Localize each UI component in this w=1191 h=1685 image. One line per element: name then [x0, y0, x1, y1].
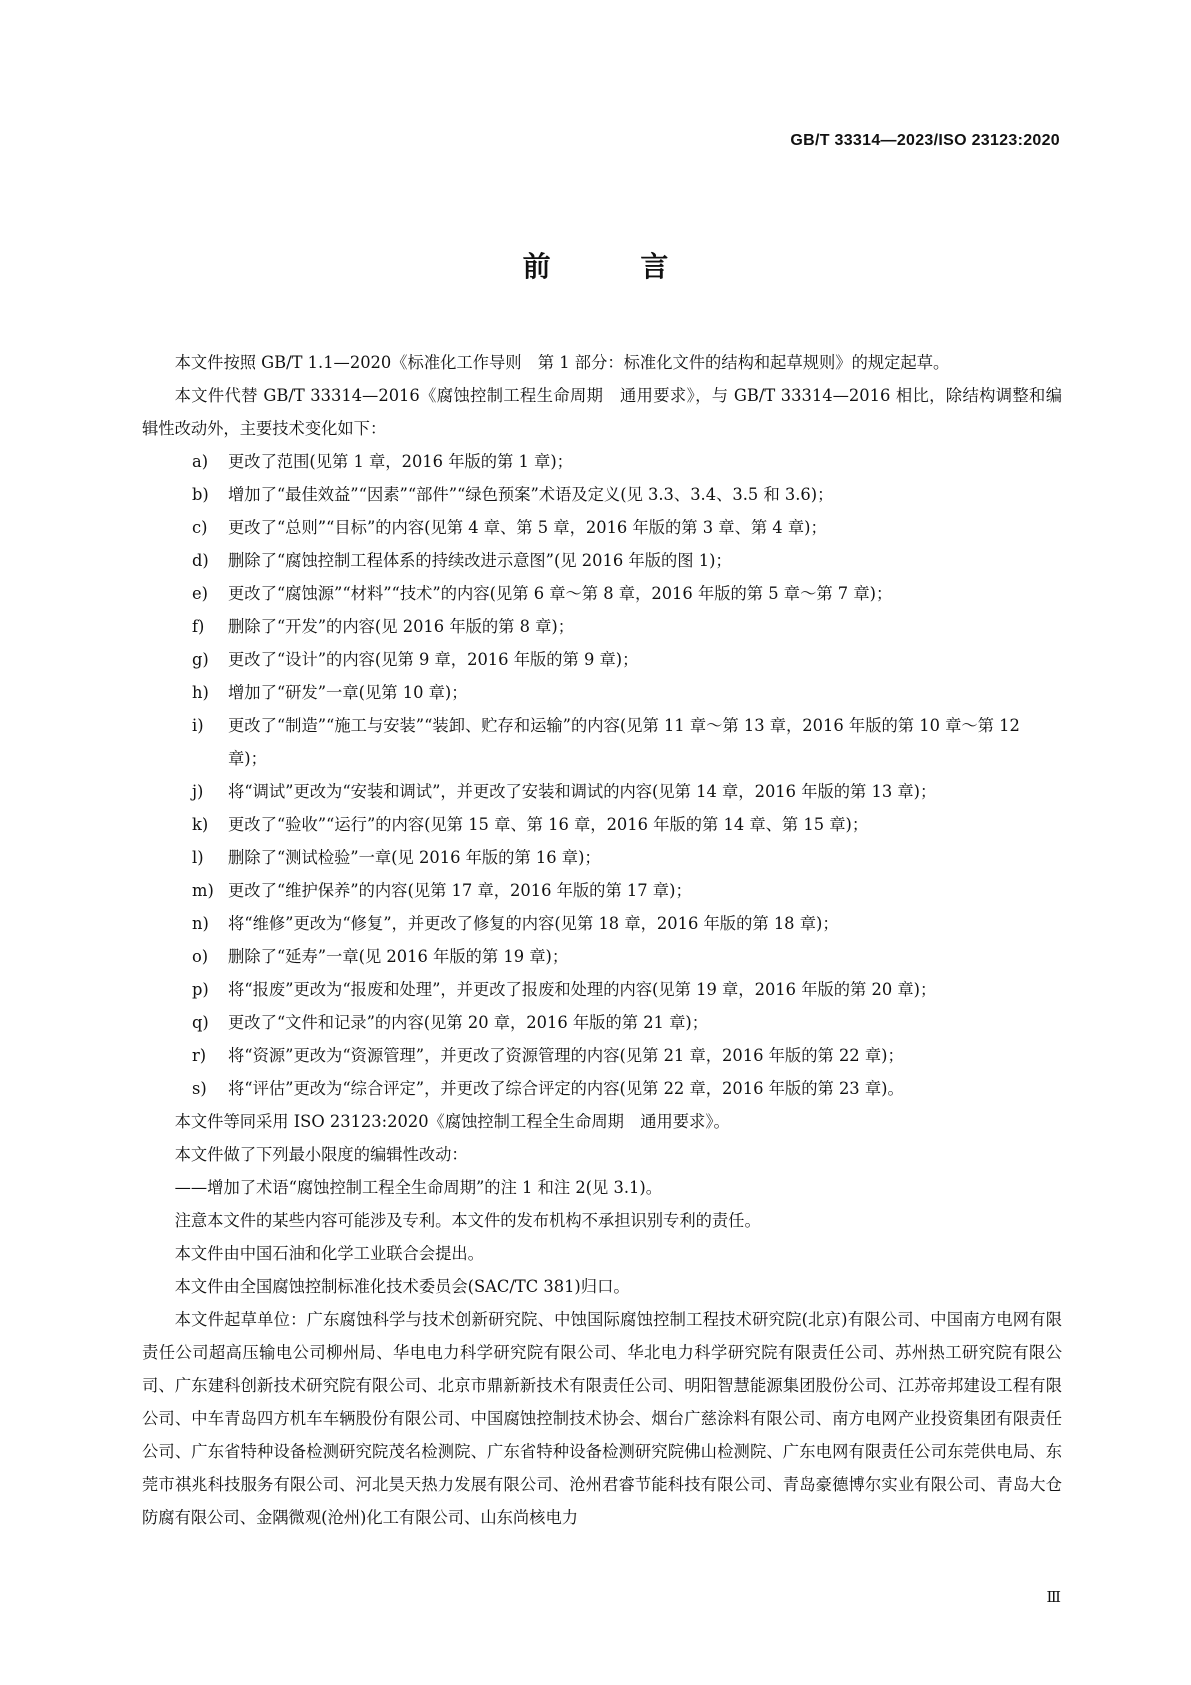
list-item-text: 增加了“研发”一章(见第 10 章)； [228, 683, 468, 702]
paragraph-replacement: 本文件代替 GB/T 33314—2016《腐蚀控制工程生命周期 通用要求》，与 GB/T 33314—2016 相比，除结构调整和编辑性改动外，主要技术变化如下： [142, 386, 1062, 438]
list-item-text: 删除了“腐蚀控制工程体系的持续改进示意图”(见 2016 年版的图 1)； [228, 551, 732, 570]
list-item-label: b) [192, 485, 209, 504]
list-item-label: p) [192, 980, 209, 999]
paragraph-drafting-rules: 本文件按照 GB/T 1.1—2020《标准化工作导则 第 1 部分：标准化文件的结构和起草规则》的规定起草。 [174, 353, 950, 372]
list-item [142, 775, 1062, 808]
list-item-text: 更改了“腐蚀源”“材料”“技术”的内容(见第 6 章～第 8 章，2016 年版的第 5 章～第 7 章)； [228, 584, 893, 603]
paragraph-proposed-by: 本文件由中国石油和化学工业联合会提出。 [174, 1244, 484, 1263]
list-item-text: 更改了“总则”“目标”的内容(见第 4 章、第 5 章，2016 年版的第 3 章、第 4 章)； [228, 518, 827, 537]
list-item-label: s) [192, 1079, 207, 1098]
list-item [142, 577, 1062, 610]
list-item-label: i) [192, 716, 204, 735]
standard-number: GB/T 33314—2023/ISO 23123:2020 [790, 132, 1060, 149]
list-item-text: 删除了“延寿”一章(见 2016 年版的第 19 章)； [228, 947, 569, 966]
list-item-label: r) [192, 1046, 207, 1065]
list-item-text: 更改了“制造”“施工与安装”“装卸、贮存和运输”的内容(见第 11 章～第 13 章，2016 年版的第 10 章～第 12 章)； [228, 716, 1020, 768]
list-item [142, 445, 1062, 478]
paragraph-drafting-units: 本文件起草单位：广东腐蚀科学与技术创新研究院、中蚀国际腐蚀控制工程技术研究院(北京)有限公司、中国南方电网有限责任公司超高压输电公司柳州局、华电电力科学研究院有限公司、华北电力科学研究院有限责任公司、苏州热工研究院有限公司、广东建科创新技术研究院有限公司、北京市鼎新新技术有限责任公司、明阳智慧能源集团股份公司、江苏帝邦建设工程有限公司、中车青岛四方机车车辆股份有限公司、中国腐蚀控制技术协会、烟台广慈涂料有限公司、南方电网产业投资集团有限责任公司、广东省特种设备检测研究院茂名检测院、广东省特种设备检测研究院佛山检测院、广东电网有限责任公司东莞供电局、东莞市祺兆科技服务有限公司、河北昊天热力发展有限公司、沧州君睿节能科技有限公司、青岛豪德博尔实业有限公司、青岛大仓防腐有限公司、金隅微观(沧州)化工有限公司、山东尚核电力 [142, 1310, 1062, 1527]
page-title: 前 言 [522, 250, 709, 283]
list-item-text: 删除了“测试检验”一章(见 2016 年版的第 16 章)； [228, 848, 601, 867]
list-item-text: 更改了范围(见第 1 章，2016 年版的第 1 章)； [228, 452, 573, 471]
paragraph-patent-note: 注意本文件的某些内容可能涉及专利。本文件的发布机构不承担识别专利的责任。 [174, 1211, 761, 1230]
foreword-body [142, 346, 1062, 1534]
list-item-text: 将“维修”更改为“修复”，并更改了修复的内容(见第 18 章，2016 年版的第 18 章)； [228, 914, 839, 933]
list-item-label: n) [192, 914, 209, 933]
list-item-label: q) [192, 1013, 209, 1032]
list-item-text: 将“调试”更改为“安装和调试”，并更改了安装和调试的内容(见第 14 章，2016 年版的第 13 章)； [228, 782, 937, 801]
list-item [142, 511, 1062, 544]
list-item-text: 删除了“开发”的内容(见 2016 年版的第 8 章)； [228, 617, 575, 636]
list-item-label: e) [192, 584, 208, 603]
list-item-text: 增加了“最佳效益”“因素”“部件”“绿色预案”术语及定义(见 3.3、3.4、3.5 和 3.6)； [228, 485, 834, 504]
paragraph-managed-by: 本文件由全国腐蚀控制标准化技术委员会(SAC/TC 381)归口。 [174, 1277, 630, 1296]
list-item [142, 940, 1062, 973]
list-item [142, 709, 1062, 775]
list-item-text: 将“报废”更改为“报废和处理”，并更改了报废和处理的内容(见第 19 章，2016 年版的第 20 章)； [228, 980, 937, 999]
editorial-item: ——增加了术语“腐蚀控制工程全生命周期”的注 1 和注 2(见 3.1)。 [174, 1178, 663, 1197]
list-item [142, 1072, 1062, 1105]
list-item-label: c) [192, 518, 208, 537]
list-item-text: 将“资源”更改为“资源管理”，并更改了资源管理的内容(见第 21 章，2016 年版的第 22 章)； [228, 1046, 904, 1065]
list-item-label: a) [192, 452, 209, 471]
list-item [142, 1039, 1062, 1072]
list-item-label: o) [192, 947, 209, 966]
list-item-label: j) [192, 782, 204, 801]
list-item [142, 973, 1062, 1006]
changes-list [142, 445, 1062, 1105]
list-item-label: g) [192, 650, 209, 669]
list-item-text: 更改了“验收”“运行”的内容(见第 15 章、第 16 章，2016 年版的第 14 章、第 15 章)； [228, 815, 869, 834]
list-item [142, 544, 1062, 577]
list-item-label: d) [192, 551, 209, 570]
paragraph-editorial-intro: 本文件做了下列最小限度的编辑性改动： [174, 1145, 468, 1164]
list-item [142, 808, 1062, 841]
list-item-text: 更改了“维护保养”的内容(见第 17 章，2016 年版的第 17 章)； [228, 881, 692, 900]
list-item-label: l) [192, 848, 204, 867]
list-item [142, 610, 1062, 643]
list-item [142, 841, 1062, 874]
list-item-label: m) [192, 881, 214, 900]
page-number: Ⅲ [1046, 1588, 1061, 1606]
list-item [142, 907, 1062, 940]
list-item [142, 643, 1062, 676]
list-item-text: 更改了“文件和记录”的内容(见第 20 章，2016 年版的第 21 章)； [228, 1013, 709, 1032]
list-item [142, 1006, 1062, 1039]
list-item [142, 874, 1062, 907]
list-item [142, 478, 1062, 511]
list-item-label: k) [192, 815, 209, 834]
list-item-text: 将“评估”更改为“综合评定”，并更改了综合评定的内容(见第 22 章，2016 年版的第 23 章)。 [228, 1079, 904, 1098]
paragraph-adoption: 本文件等同采用 ISO 23123:2020《腐蚀控制工程全生命周期 通用要求》。 [174, 1112, 730, 1131]
list-item-label: h) [192, 683, 209, 702]
list-item-text: 更改了“设计”的内容(见第 9 章，2016 年版的第 9 章)； [228, 650, 639, 669]
list-item [142, 676, 1062, 709]
list-item-label: f) [192, 617, 205, 636]
